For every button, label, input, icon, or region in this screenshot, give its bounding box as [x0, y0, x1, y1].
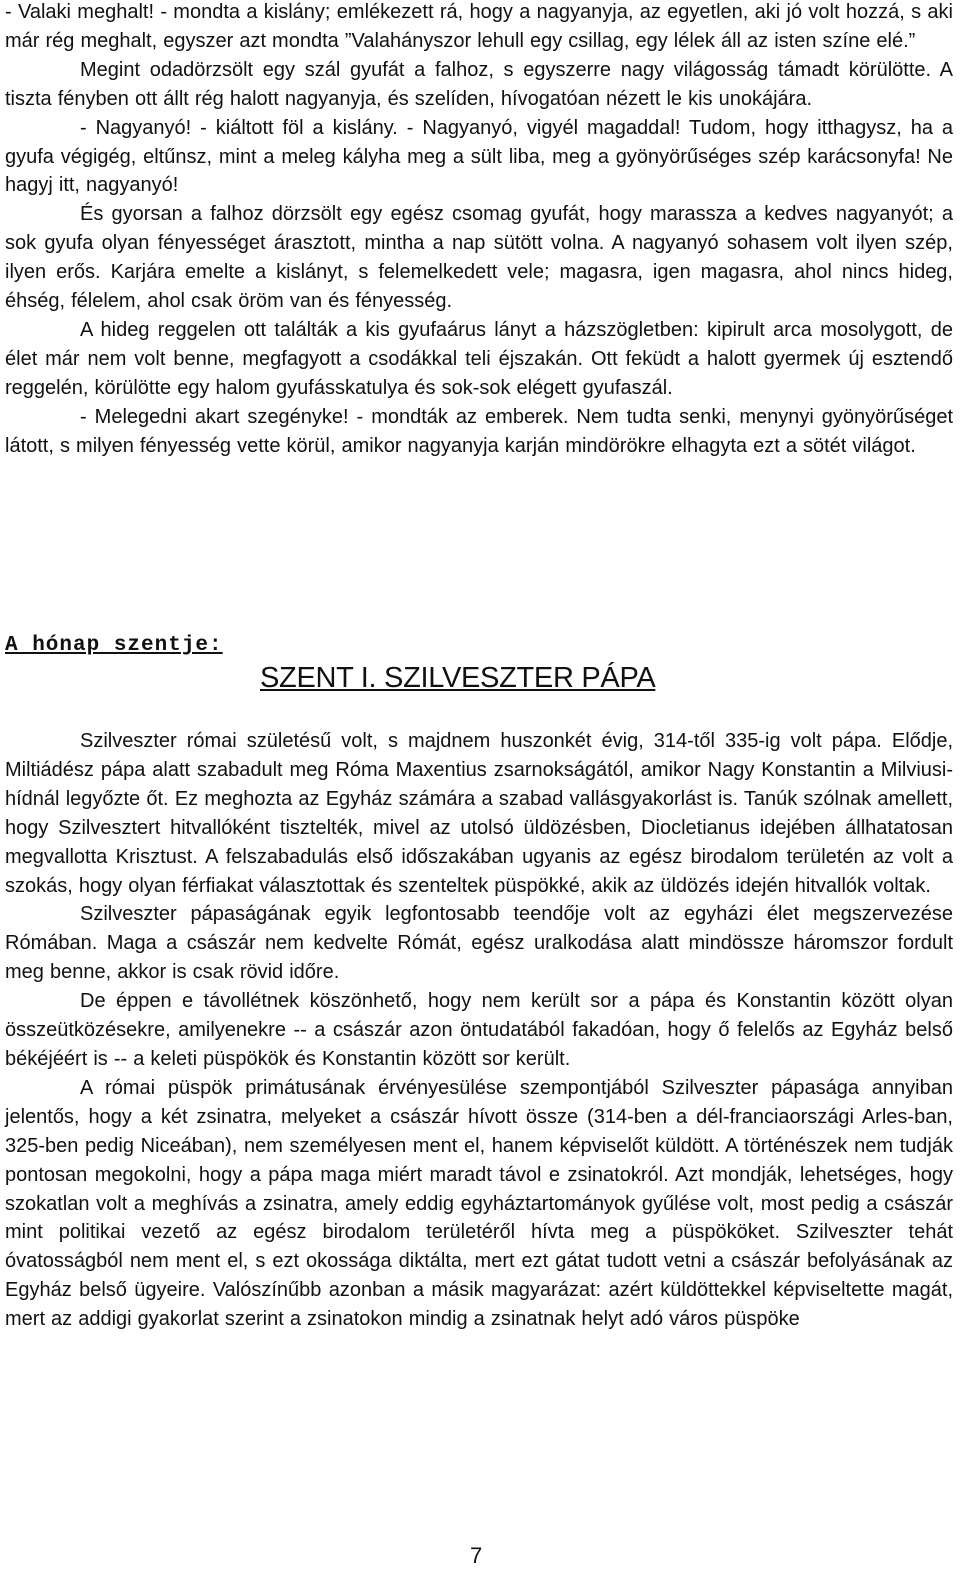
article-paragraph: Szilveszter pápaságának egyik legfontosabb teendője volt az egyházi élet megszervezése Rómában. Maga a császár nem kedvelte Rómát, egész uralkodása alatt mindössze háromszor fordult meg benne, akkor is csak rövid időre.	[5, 903, 953, 984]
story-text	[5, 0, 953, 461]
article-paragraph: Szilveszter római születésű volt, s majdnem huszonkét évig, 314-től 335-ig volt pápa. Elődje, Miltiádész pápa alatt szabadult meg Róma Maxentius zsarnokságától, amikor Nagy Konstantin a Milviusi-hídnál legyőzte őt. Ez meghozta az Egyház számára a szabad vallásgyakorlást is. Tanúk szólnak amellett, hogy Szilvesztert hitvallóként tisztelték, mivel az utolsó üldözésben, Diocletianus idejében állhatatosan megvallotta Krisztust. A felszabadulás első időszakában ugyanis az egész birodalom területén az volt a szokás, hogy olyan férfiakat választottak és szenteltek püspökké, akik az üldözés idején hitvallók voltak.	[5, 730, 953, 897]
article-text	[5, 727, 953, 1334]
story-paragraph: - Nagyanyó! - kiáltott föl a kislány. - Nagyanyó, vigyél magaddal! Tudom, hogy itthagysz, ha a gyufa végigég, eltűnsz, mint a meleg kályha meg a sült liba, meg a gyönyörűséges szép karácsonyfa! Ne hagyj itt, nagyanyó!	[5, 116, 953, 197]
article-paragraph: A római püspök primátusának érvényesülése szempontjából Szilveszter pápasága annyiban jelentős, hogy a két zsinatra, melyeket a császár hívott össze (314-ben a dél-franciaországi Arles-ban, 325-ben pedig Niceában), nem személyesen ment el, hanem képviselőt küldött. A történészek nem tudják pontosan megokolni, hogy a pápa maga miért maradt távol e zsinatokról. Azt mondják, lehetséges, hogy szokatlan volt a meghívás a zsinatra, amely eddig egyháztartományok gyűlése volt, most pedig a császár mint politikai vezető az egész birodalom területéről hívta meg a püspököket. Szilveszter tehát óvatosságból nem ment el, s ezt okossága diktálta, mert ezt gátat tudott vetni a császár befolyásának az Egyház belső ügyeire. Valószínűbb azonban a másik magyarázat: azért küldöttekkel képviseltette magát, mert az addigi gyakorlat szerint a zsinatokon mindig a zsinatnak helyt adó város püspöke	[5, 1076, 953, 1331]
article-paragraph: De éppen e távollétnek köszönhető, hogy nem került sor a pápa és Konstantin között olyan összeütközésekre, amilyenekre -- a császár azon öntudatából fakadóan, hogy ő felelős az Egyház belső békéjéért is -- a keleti püspökök és Konstantin között sor került.	[5, 990, 953, 1070]
story-paragraph: Megint odadörzsölt egy szál gyufát a falhoz, s egyszerre nagy világosság támadt körülötte. A tiszta fényben ott állt rég halott nagyanyja, és szelíden, hívogatóan nézett le kis unokájára.	[5, 58, 953, 110]
saint-title: SZENT I. SZILVESZTER PÁPA	[260, 662, 656, 694]
story-paragraph: - Melegedni akart szegényke! - mondták az emberek. Nem tudta senki, menynyi gyönyörűséget látott, s milyen fényesség vette körül, amikor nagyanyja karján mindörökre elhagyta ezt a sötét világot.	[5, 405, 953, 457]
page-number: 7	[470, 1543, 483, 1568]
story-paragraph: És gyorsan a falhoz dörzsölt egy egész csomag gyufát, hogy marassza a kedves nagyanyót; a sok gyufa olyan fényességet árasztott, mintha a nap sütött volna. A nagyanyó sohasem volt ilyen szép, ilyen erős. Karjára emelte a kislányt, s felemelkedett vele; magasra, igen magasra, ahol nincs hideg, éhség, félelem, ahol csak öröm van és fényesség.	[5, 203, 953, 313]
section-label: A hónap szentje:	[5, 634, 223, 657]
story-paragraph: A hideg reggelen ott találták a kis gyufaárus lányt a házszögletben: kipirult arca mosolygott, de élet már nem volt benne, megfagyott a csodákkal teli éjszakán. Ott feküdt a halott gyermek új esztendő reggelén, körülötte egy halom gyufásskatulya és sok-sok elégett gyufaszál.	[5, 318, 953, 399]
story-paragraph: - Valaki meghalt! - mondta a kislány; emlékezett rá, hogy a nagyanyja, az egyetlen, aki jó volt hozzá, s aki már rég meghalt, egyszer azt mondta ”Valahányszor lehull egy csillag, egy lélek áll az isten színe elé.”	[5, 1, 953, 52]
